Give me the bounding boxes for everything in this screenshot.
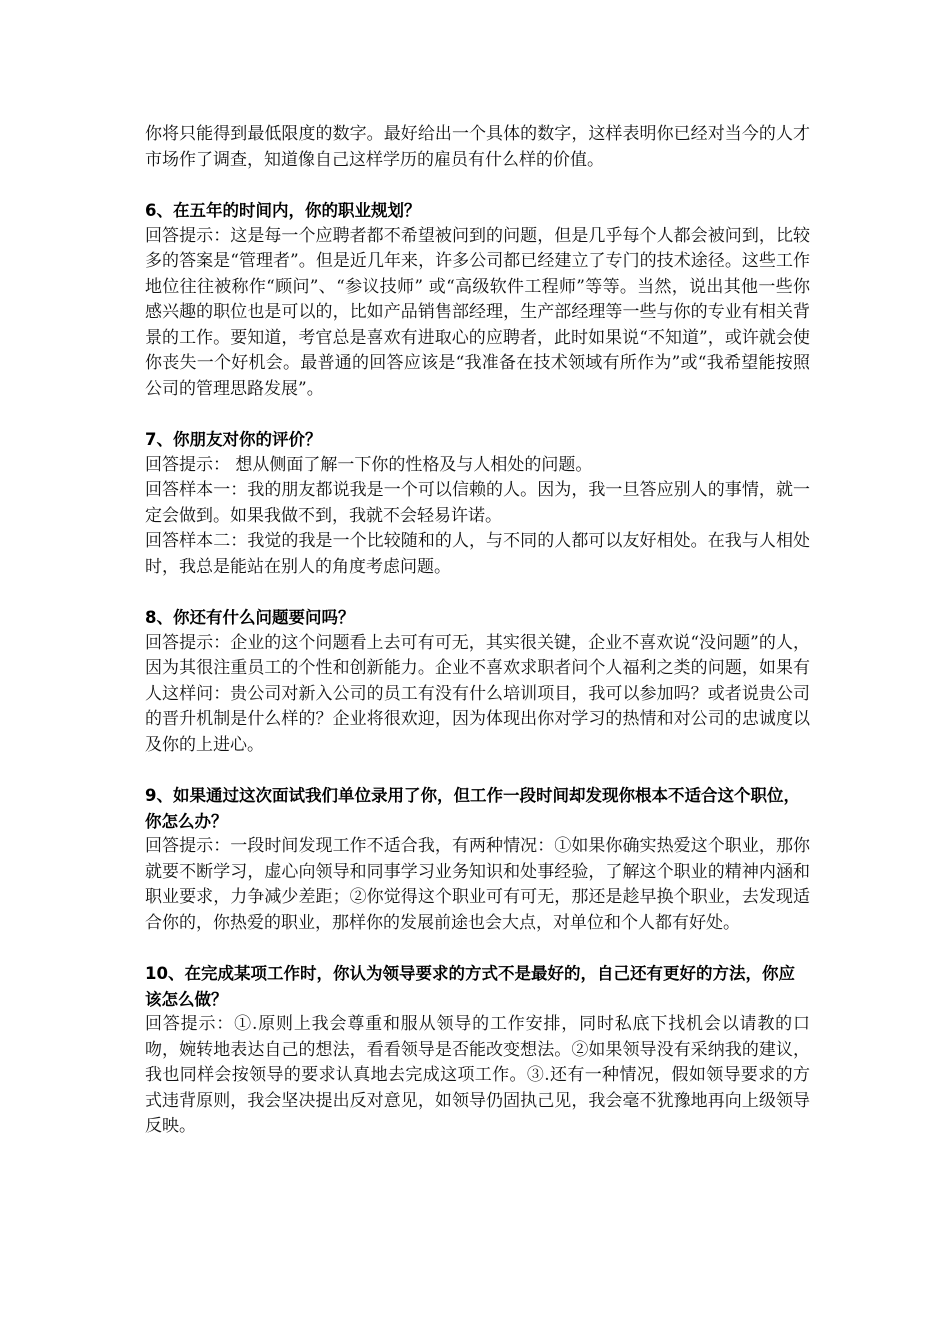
- answer-paragraph: 回答提示：①.原则上我会尊重和服从领导的工作安排，同时私底下找机会以请教的口吻，婉转地表达自己的想法，看看领导是否能改变想法。②如果领导没有采纳我的建议，我也同样会按领导的要求认真地去完成这项工作。③.还有一种情况，假如领导要求的方式违背原则，我会坚决提出反对意见，如领导仍固执己见，我会毫不犹豫地再向上级领导反映。: [145, 1014, 810, 1136]
- answer-paragraph: 回答提示：企业的这个问题看上去可有可无，其实很关键，企业不喜欢说“没问题”的人，因为其很注重员工的个性和创新能力。企业不喜欢求职者问个人福利之类的问题，如果有人这样问：贵公司对新入公司的员工有没有什么培训项目，我可以参加吗？或者说贵公司的晋升机制是什么样的？企业将很欢迎，因为体现出你对学习的热情和对公司的忠诚度以及你的上进心。: [145, 632, 810, 755]
- section-q6: [145, 198, 810, 402]
- question-heading: 10、在完成某项工作时，你认为领导要求的方式不是最好的，自己还有更好的方法，你应该怎么做？: [145, 964, 795, 1009]
- section-gap: [145, 580, 810, 605]
- answer-paragraph: 回答样本二：我觉的我是一个比较随和的人，与不同的人都可以友好相处。在我与人相处时，我总是能站在别人的角度考虑问题。: [145, 531, 810, 577]
- section-q10: [145, 961, 810, 1140]
- answer-paragraph: 回答提示：一段时间发现工作不适合我，有两种情况：①如果你确实热爱这个职业，那你就要不断学习，虚心向领导和同事学习业务知识和处事经验，了解这个职业的精神内涵和职业要求，力争减少差距；②你觉得这个职业可有可无，那还是趁早换个职业，去发现适合你的，你热爱的职业，那样你的发展前途也会大点，对单位和个人都有好处。: [145, 836, 810, 933]
- section-gap: [145, 758, 810, 783]
- question-heading: 7、你朋友对你的评价？: [145, 430, 322, 449]
- section-gap: [145, 936, 810, 961]
- intro-paragraph: 你将只能得到最低限度的数字。最好给出一个具体的数字，这样表明你已经对当今的人才市场作了调查，知道像自己这样学历的雇员有什么样的价值。: [145, 124, 810, 170]
- answer-paragraph: 回答提示：这是每一个应聘者都不希望被问到的问题，但是几乎每个人都会被问到，比较多的答案是“管理者”。但是近几年来，许多公司都已经建立了专门的技术途径。这些工作地位往往被称作“顾问”、“参议技师” 或“高级软件工程师”等等。当然，说出其他一些你感兴趣的职位也是可以的，比如产品销售部经理，生产部经理等一些与你的专业有相关背景的工作。要知道，考官总是喜欢有进取心的应聘者，此时如果说“不知道”，或许就会使你丧失一个好机会。最普通的回答应该是“我准备在技术领域有所作为”或“我希望能按照公司的管理思路发展”。: [145, 225, 810, 399]
- section-q7: [145, 427, 810, 580]
- section-q8: [145, 605, 810, 758]
- document-page: [145, 122, 810, 1140]
- section-gap: [145, 402, 810, 427]
- section-gap: [145, 173, 810, 198]
- section-q9: [145, 783, 810, 936]
- question-heading: 8、你还有什么问题要问吗？: [145, 608, 355, 627]
- answer-paragraph: 回答样本一：我的朋友都说我是一个可以信赖的人。因为，我一旦答应别人的事情，就一定会做到。如果我做不到，我就不会轻易许诺。: [145, 480, 810, 526]
- question-heading: 6、在五年的时间内，你的职业规划？: [145, 201, 421, 220]
- question-heading: 9、如果通过这次面试我们单位录用了你，但工作一段时间却发现你根本不适合这个职位，你怎么办？: [145, 786, 800, 831]
- answer-paragraph: 回答提示： 想从侧面了解一下你的性格及与人相处的问题。: [145, 454, 593, 475]
